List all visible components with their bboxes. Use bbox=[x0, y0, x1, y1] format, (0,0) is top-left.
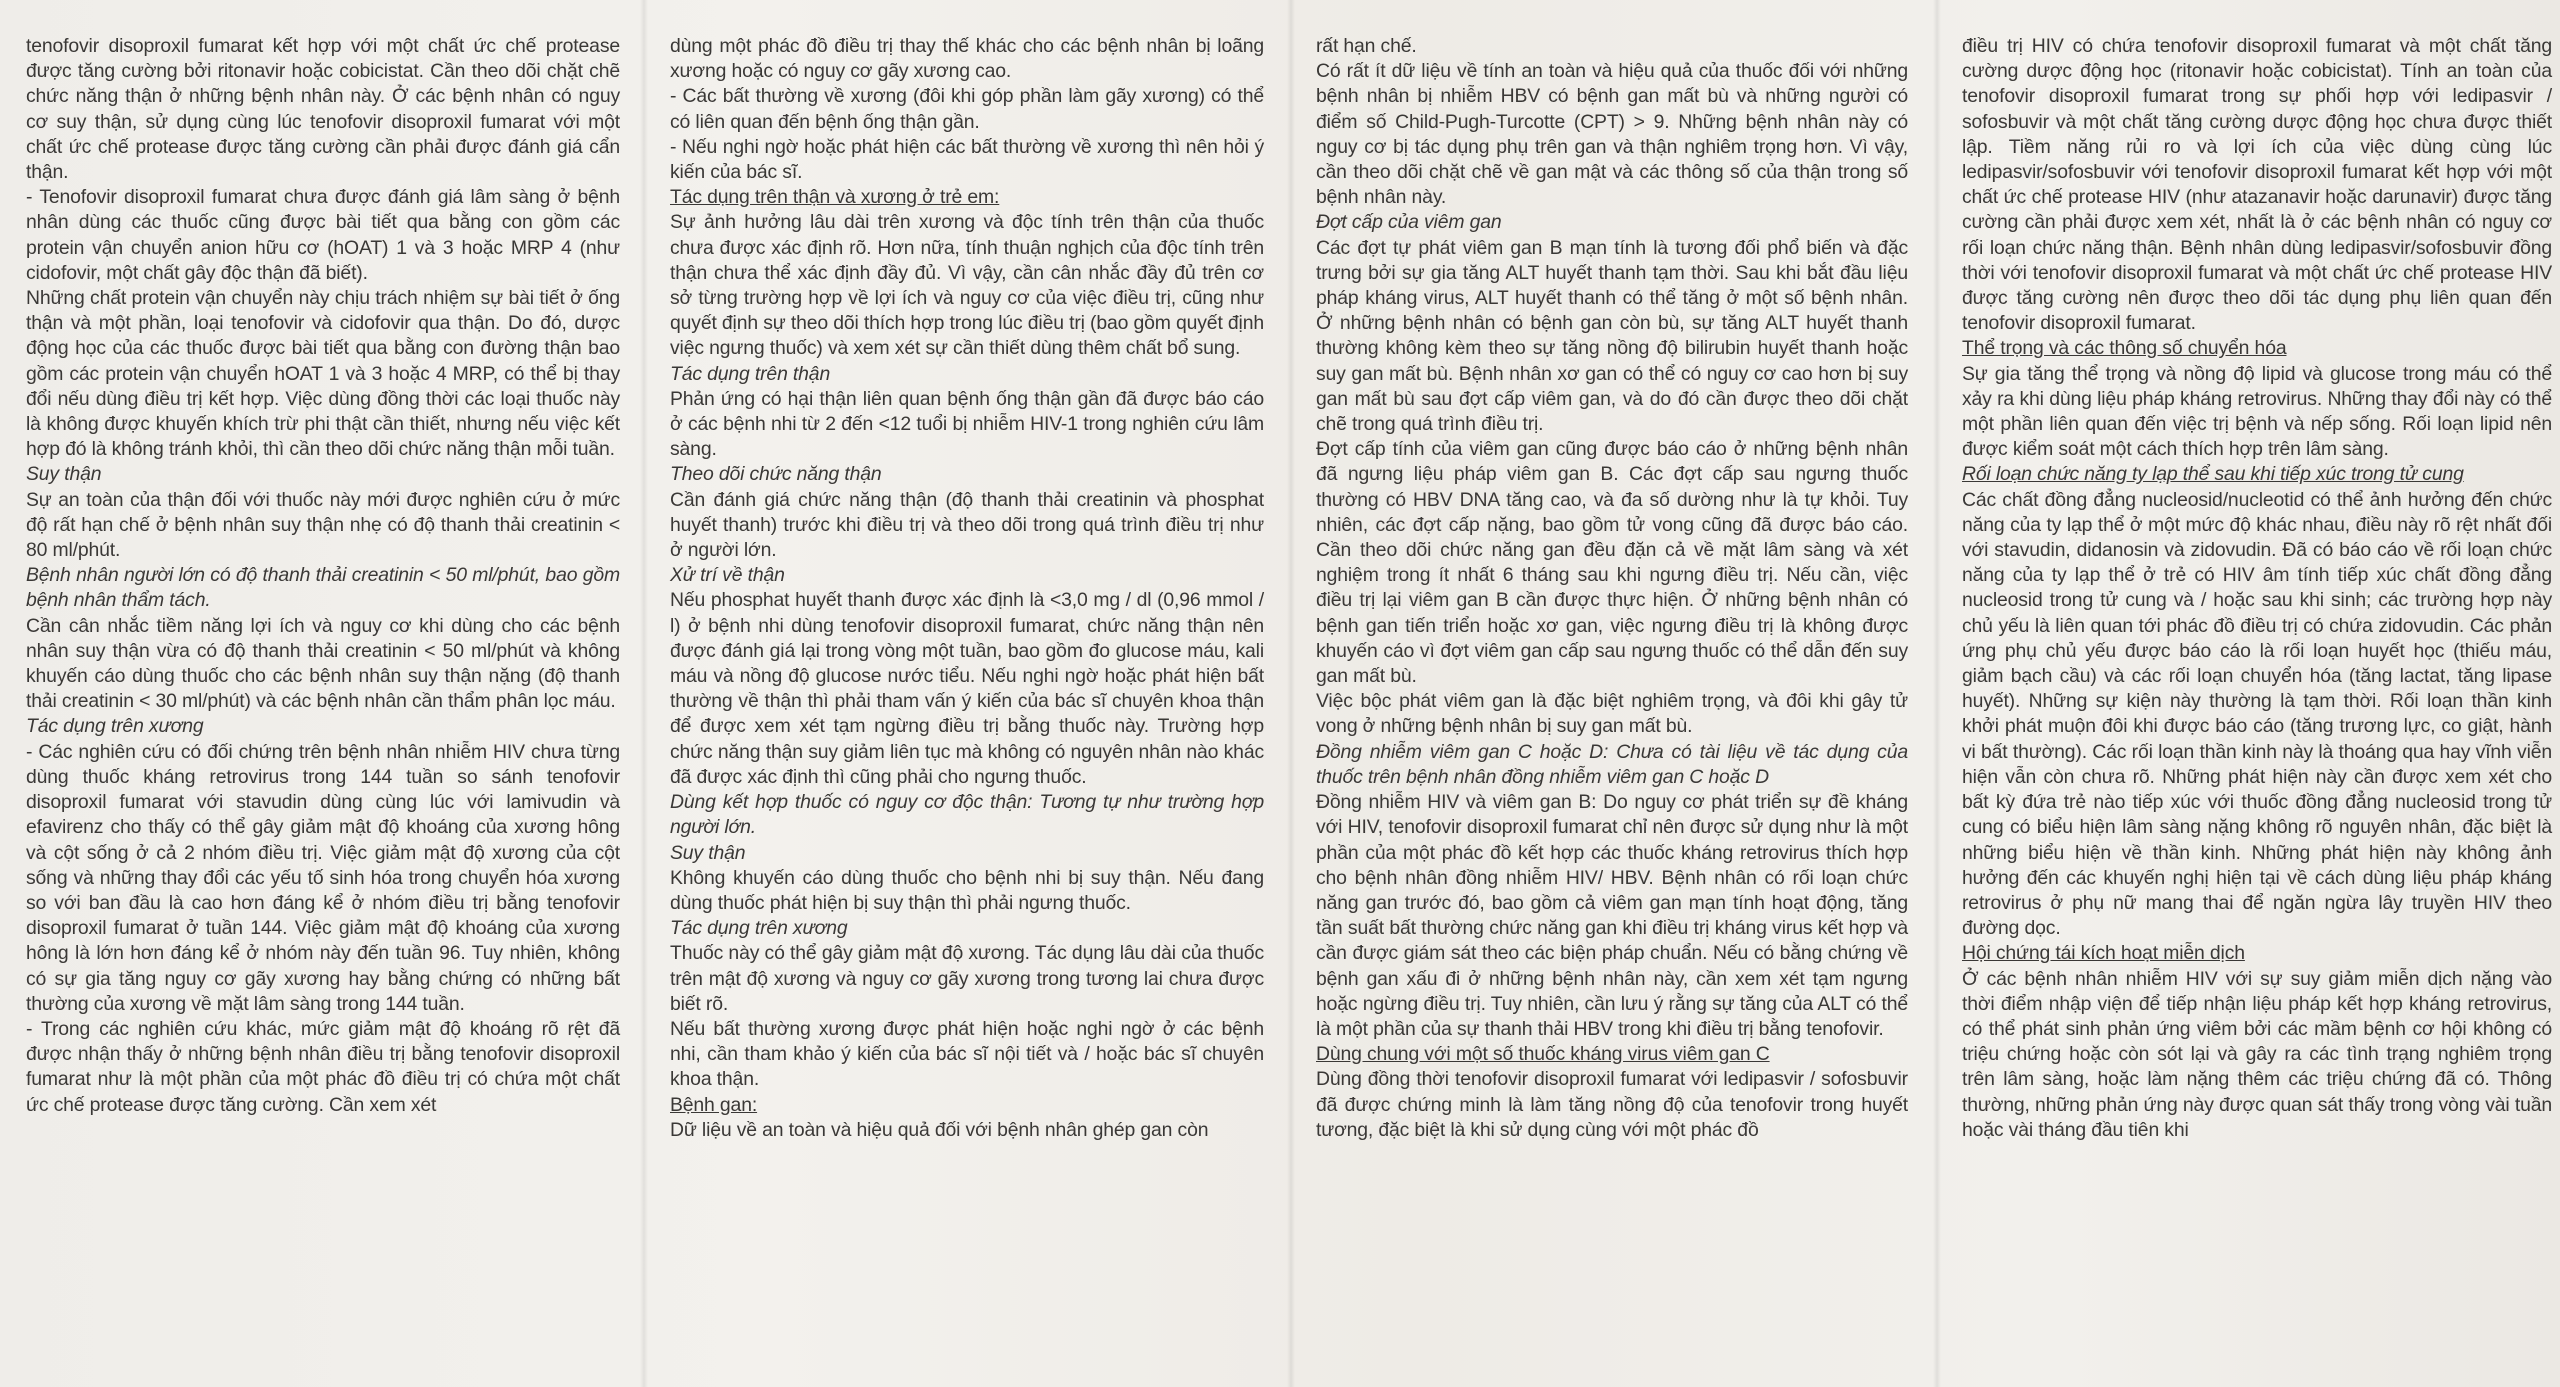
paragraph: Nếu bất thường xương được phát hiện hoặc nghi ngờ ở các bệnh nhi, cần tham khảo ý kiến của bác sĩ nội tiết và / hoặc bác sĩ chuyên khoa thận. bbox=[670, 1017, 1264, 1091]
section-heading: Dùng kết hợp thuốc có nguy cơ độc thận: Tương tự như trường hợp người lớn. bbox=[670, 791, 1264, 839]
paragraph: - Các bất thường về xương (đôi khi góp phần làm gãy xương) có thể có liên quan đến bệnh ống thận gần. bbox=[670, 85, 1264, 133]
paragraph: Sự ảnh hưởng lâu dài trên xương và độc tính trên thận của thuốc chưa được xác định rõ. Hơn nữa, tính thuận nghịch của độc tính trên thận chưa thể xác định đầy đủ. Vì vậy, cần cân nhắc đầy đủ trên cơ sở từng trường hợp về lợi ích và nguy cơ của việc điều trị, cũng như quyết định sự theo dõi thích hợp trong lúc điều trị (bao gồm quyết định việc ngưng thuốc) và xem xét sự cần thiết dùng thêm chất bổ sung. bbox=[670, 211, 1264, 360]
section-heading: Tác dụng trên thận và xương ở trẻ em: bbox=[670, 186, 1000, 209]
section-heading: Tác dụng trên thận bbox=[670, 362, 831, 385]
paragraph: Không khuyến cáo dùng thuốc cho bệnh nhi bị suy thận. Nếu đang dùng thuốc phát hiện bị suy thận thì phải ngưng thuốc. bbox=[670, 866, 1264, 914]
paragraph: Các đợt tự phát viêm gan B mạn tính là tương đối phổ biến và đặc trưng bởi sự gia tăng ALT huyết thanh tạm thời. Sau khi bắt đầu liệu pháp kháng virus, ALT huyết thanh có thể tăng ở một số bệnh nhân. Ở những bệnh nhân có bệnh gan còn bù, sự tăng ALT huyết thanh thường không kèm theo sự tăng nồng độ bilirubin huyết thanh hoặc suy gan mất bù. Bệnh nhân xơ gan có thể có nguy cơ cao hơn bị suy gan mất bù sau đợt cấp viêm gan, và do đó cần được theo dõi chặt chẽ trong quá trình điều trị. bbox=[1316, 236, 1908, 436]
section-heading: Đồng nhiễm viêm gan C hoặc D: Chưa có tài liệu về tác dụng của thuốc trên bệnh nhân đồng nhiễm viêm gan C hoặc D bbox=[1316, 740, 1908, 788]
paragraph: tenofovir disoproxil fumarat kết hợp với một chất ức chế protease được tăng cường bởi ritonavir hoặc cobicistat. Cần theo dõi chặt chẽ chức năng thận ở những bệnh nhân này. Ở các bệnh nhân có nguy cơ suy thận, sử dụng cùng lúc tenofovir disoproxil fumarat với một chất ức chế protease được tăng cường cần phải được đánh giá cẩn thận. bbox=[26, 35, 620, 184]
paragraph: Đợt cấp tính của viêm gan cũng được báo cáo ở những bệnh nhân đã ngưng liệu pháp viêm gan B. Các đợt cấp sau ngưng thuốc thường có HBV DNA tăng cao, và đa số dường như là tự khỏi. Tuy nhiên, các đợt cấp nặng, bao gồm tử vong cũng đã được báo cáo. Cần theo dõi chức năng gan đều đặn cả về mặt lâm sàng và xét nghiệm trong ít nhất 6 tháng sau khi ngưng điều trị. Nếu cần, việc điều trị lại viêm gan B cần được thực hiện. Ở những bệnh nhân có bệnh gan tiến triển hoặc xơ gan, việc ngưng điều trị là không được khuyến cáo vì đợt viêm gan cấp sau ngưng thuốc có thể dẫn đến suy gan mất bù. bbox=[1316, 438, 1908, 688]
section-heading: Dùng chung với một số thuốc kháng virus viêm gan C bbox=[1316, 1043, 1770, 1066]
paragraph: điều trị HIV có chứa tenofovir disoproxil fumarat và một chất tăng cường dược động học (ritonavir hoặc cobicistat). Tính an toàn của tenofovir disoproxil fumarat trong sự phối hợp với ledipasvir / sofosbuvir và một chất tăng cường dược động học chưa được thiết lập. Tiềm năng rủi ro và lợi ích của việc dùng cùng lúc ledipasvir/sofosbuvir với tenofovir disoproxil fumarat kết hợp với một chất ức chế protease HIV (như atazanavir hoặc darunavir) được tăng cường cần phải được xem xét, nhất là ở các bệnh nhân có nguy cơ rối loạn chức năng thận. Bệnh nhân dùng ledipasvir/sofosbuvir đồng thời với tenofovir disoproxil fumarat và một chất ức chế protease HIV được tăng cường nên được theo dõi tác dụng phụ liên quan đến tenofovir disoproxil fumarat. bbox=[1962, 35, 2552, 335]
section-heading: Rối loạn chức năng ty lạp thể sau khi tiếp xúc trong tử cung bbox=[1962, 463, 2464, 486]
section-heading: Suy thận bbox=[26, 463, 102, 486]
section-heading: Theo dõi chức năng thận bbox=[670, 463, 882, 486]
paragraph: Nếu phosphat huyết thanh được xác định là <3,0 mg / dl (0,96 mmol / l) ở bệnh nhi dùng tenofovir disoproxil fumarat, chức năng thận nên được đánh giá lại trong vòng một tuần, bao gồm đo glucose máu, kali máu và nồng độ glucose nước tiểu. Nếu nghi ngờ hoặc phát hiện bất thường về thận thì phải tham vấn ý kiến của bác sĩ chuyên khoa thận để được xem xét tạm ngừng điều trị bằng thuốc này. Trường hợp chức năng thận suy giảm liên tục mà không có nguyên nhân nào khác đã được xác định thì cũng phải cho ngưng thuốc. bbox=[670, 589, 1264, 788]
fold-crease bbox=[1287, 0, 1295, 1387]
paragraph: Những chất protein vận chuyển này chịu trách nhiệm sự bài tiết ở ống thận và một phần, loại tenofovir và cidofovir qua thận. Do đó, dược động học của các thuốc được bài tiết qua bằng con đường thận bao gồm các protein vận chuyển hOAT 1 và 3 hoặc 4 MRP, có thể bị thay đổi nếu dùng điều trị kết hợp. Việc dùng đồng thời các loại thuốc này là không được khuyến khích trừ phi thật cần thiết, nhưng nếu việc kết hợp đó là không tránh khỏi, thì cần theo dõi chức năng thận mỗi tuần. bbox=[26, 287, 620, 461]
paragraph: Có rất ít dữ liệu về tính an toàn và hiệu quả của thuốc đối với những bệnh nhân bị nhiễm HBV có bệnh gan mất bù và những người có điểm số Child-Pugh-Turcotte (CPT) > 9. Những bệnh nhân này có nguy cơ bị tác dụng phụ trên gan và thận nghiêm trọng hơn. Vì vậy, cần theo dõi chặt chẽ về gan mật và các thông số của thận trong số bệnh nhân này. bbox=[1316, 60, 1908, 209]
paragraph: Sự an toàn của thận đối với thuốc này mới được nghiên cứu ở mức độ rất hạn chế ở bệnh nhân suy thận nhẹ có độ thanh thải creatinin < 80 ml/phút. bbox=[26, 488, 620, 562]
fold-crease bbox=[640, 0, 648, 1387]
section-heading: Bệnh gan: bbox=[670, 1093, 758, 1116]
paragraph: Sự gia tăng thể trọng và nồng độ lipid và glucose trong máu có thể xảy ra khi dùng liệu pháp kháng retrovirus. Những thay đổi này có thể một phần liên quan đến việc trị bệnh và nếp sống. Rối loạn lipid nên được kiểm soát một cách thích hợp trên lâm sàng. bbox=[1962, 362, 2552, 461]
text-column-3 bbox=[1316, 34, 1908, 1143]
text-column-4 bbox=[1962, 34, 2552, 1143]
section-heading: Thể trọng và các thông số chuyển hóa bbox=[1962, 337, 2287, 360]
section-heading: Tác dụng trên xương bbox=[670, 917, 848, 940]
paragraph: - Các nghiên cứu có đối chứng trên bệnh nhân nhiễm HIV chưa từng dùng thuốc kháng retrovirus trong 144 tuần so sánh tenofovir disoproxil fumarat với stavudin dùng cùng lúc với lamivudin và efavirenz cho thấy có thể gây giảm mật độ khoáng của xương hông và cột sống ở cả 2 nhóm điều trị. Việc giảm mật độ xương của cột sống và những thay đổi các yếu tố sinh hóa trong chuyển hóa xương so với ban đầu là cao hơn đáng kể ở nhóm điều trị bằng tenofovir disoproxil fumarat ở tuần 144. Việc giảm mật độ khoáng của xương hông là lớn hơn đáng kể ở nhóm này đến tuần 96. Tuy nhiên, không có sự gia tăng nguy cơ gãy xương hay bằng chứng có những bất thường của xương về mặt lâm sàng trong 144 tuần. bbox=[26, 740, 620, 1015]
paragraph: Dữ liệu về an toàn và hiệu quả đối với bệnh nhân ghép gan còn bbox=[670, 1118, 1209, 1141]
paragraph: Các chất đồng đẳng nucleosid/nucleotid có thể ảnh hưởng đến chức năng của ty lạp thể ở một mức độ khác nhau, điều này rõ rệt nhất đối với stavudin, didanosin và zidovudin. Đã có báo cáo về rối loạn chức năng của ty lạp thể ở trẻ có HIV âm tính tiếp xúc chất đồng đẳng nucleosid trong tử cung và / hoặc sau khi sinh; các trường hợp này chủ yếu là liên quan tới phác đồ điều trị có chứa zidovudin. Các phản ứng phụ chủ yếu được báo cáo là rối loạn huyết học (thiếu máu, giảm bạch cầu) và các rối loạn chuyển hóa (tăng lactat, tăng lipase huyết). Những sự kiện này thường là tạm thời. Rối loạn thần kinh khởi phát muộn đôi khi được báo cáo (tăng trương lực, co giật, hành vi bất thường). Các rối loạn thần kinh này là thoáng qua hay vĩnh viễn hiện vẫn còn chưa rõ. Những phát hiện này cần được xem xét cho bất kỳ đứa trẻ nào tiếp xúc với thuốc đồng đẳng nucleosid trong tử cung có biểu hiện lâm sàng nặng không rõ nguyên nhân, đặc biệt là những biểu hiện về thần kinh. Những phát hiện này không ảnh hưởng đến các khuyến nghị hiện tại về cách dùng liệu pháp kháng retrovirus ở phụ nữ mang thai để ngăn ngừa lây truyền HIV theo đường dọc. bbox=[1962, 488, 2552, 940]
paragraph: Dùng đồng thời tenofovir disoproxil fumarat với ledipasvir / sofosbuvir đã được chứng minh là làm tăng nồng độ của tenofovir trong huyết tương, đặc biệt là khi sử dụng cùng với một phác đồ bbox=[1316, 1068, 1908, 1141]
fold-crease bbox=[1933, 0, 1941, 1387]
section-heading: Tác dụng trên xương bbox=[26, 715, 204, 738]
paragraph: - Tenofovir disoproxil fumarat chưa được đánh giá lâm sàng ở bệnh nhân dùng các thuốc cũng được bài tiết qua bằng con gồm các protein vận chuyển anion hữu cơ (hOAT) 1 và 3 hoặc MRP 4 (như cidofovir, một chất gây độc thận đã biết). bbox=[26, 186, 620, 284]
paragraph: Thuốc này có thể gây giảm mật độ xương. Tác dụng lâu dài của thuốc trên mật độ xương và nguy cơ gãy xương trong tương lai chưa được biết rõ. bbox=[670, 942, 1264, 1015]
paragraph: Đồng nhiễm HIV và viêm gan B: Do nguy cơ phát triển sự đề kháng với HIV, tenofovir disoproxil fumarat chỉ nên được sử dụng như là một phần của một phác đồ kết hợp các thuốc kháng retrovirus thích hợp cho bệnh nhân đồng nhiễm HIV/ HBV. Bệnh nhân có rối loạn chức năng gan trước đó, bao gồm cả viêm gan mạn tính hoạt động, tăng tần suất bất thường chức năng gan khi điều trị kháng virus kết hợp và cần được giám sát theo các biện pháp chuẩn. Nếu có bằng chứng về bệnh gan xấu đi ở những bệnh nhân này, cần xem xét tạm ngưng hoặc ngừng điều trị. Tuy nhiên, cần lưu ý rằng sự tăng của ALT có thể là một phần của sự thanh thải HBV trong khi điều trị bằng tenofovir. bbox=[1316, 791, 1908, 1040]
paragraph: - Nếu nghi ngờ hoặc phát hiện các bất thường về xương thì nên hỏi ý kiến của bác sĩ. bbox=[670, 135, 1264, 184]
text-column-2 bbox=[670, 34, 1264, 1143]
paragraph: Cần cân nhắc tiềm năng lợi ích và nguy cơ khi dùng cho các bệnh nhân suy thận vừa có độ thanh thải creatinin < 50 ml/phút và không khuyến cáo dùng thuốc cho các bệnh nhân suy thận nặng (độ thanh thải creatinin < 30 ml/phút) và các bệnh nhân cần thẩm phân lọc máu. bbox=[26, 614, 620, 713]
paragraph: Cần đánh giá chức năng thận (độ thanh thải creatinin và phosphat huyết thanh) trước khi điều trị và theo dõi trong quá trình điều trị như ở người lớn. bbox=[670, 488, 1264, 562]
paragraph: Việc bộc phát viêm gan là đặc biệt nghiêm trọng, và đôi khi gây tử vong ở những bệnh nhân bị suy gan mất bù. bbox=[1316, 690, 1908, 738]
paragraph: rất hạn chế. bbox=[1316, 35, 1417, 57]
section-heading: Đợt cấp của viêm gan bbox=[1316, 211, 1502, 234]
text-column-1 bbox=[26, 34, 620, 1118]
section-heading: Xử trí về thận bbox=[670, 564, 785, 587]
paragraph: Phản ứng có hại thận liên quan bệnh ống thận gần đã được báo cáo ở các bệnh nhi từ 2 đến <12 tuổi bị nhiễm HIV-1 trong nghiên cứu lâm sàng. bbox=[670, 387, 1264, 461]
section-heading: Bệnh nhân người lớn có độ thanh thải creatinin < 50 ml/phút, bao gồm bệnh nhân thẩm tách. bbox=[26, 564, 620, 612]
section-heading: Hội chứng tái kích hoạt miễn dịch bbox=[1962, 942, 2245, 965]
section-heading: Suy thận bbox=[670, 841, 746, 864]
paragraph: - Trong các nghiên cứu khác, mức giảm mật độ khoáng rõ rệt đã được nhận thấy ở những bệnh nhân điều trị bằng tenofovir disoproxil fumarat như là một phần của một phác đồ điều trị có chứa một chất ức chế protease được tăng cường. Cần xem xét bbox=[26, 1017, 620, 1116]
paragraph: dùng một phác đồ điều trị thay thế khác cho các bệnh nhân bị loãng xương hoặc có nguy cơ gãy xương cao. bbox=[670, 35, 1264, 83]
paragraph: Ở các bệnh nhân nhiễm HIV với sự suy giảm miễn dịch nặng vào thời điểm nhập viện để tiếp nhận liệu pháp kết hợp kháng retrovirus, có thể phát sinh phản ứng viêm bởi các mầm bệnh cơ hội không có triệu chứng hoặc còn sót lại và gây ra các tình trạng nghiêm trọng trên lâm sàng, hoặc làm nặng thêm các triệu chứng đã có. Thông thường, những phản ứng này được quan sát thấy trong vòng vài tuần hoặc vài tháng đầu tiên khi bbox=[1962, 967, 2552, 1141]
